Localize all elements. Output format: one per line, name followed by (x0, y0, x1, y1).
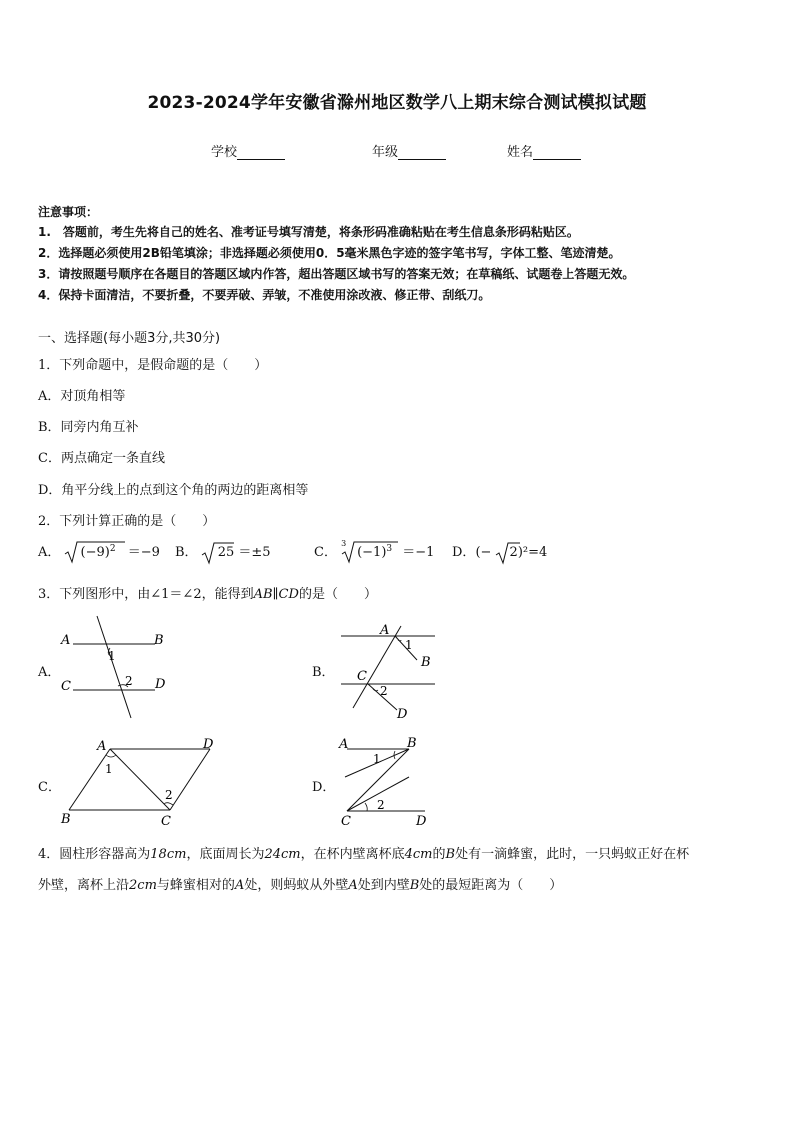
text: 处，则蚂蚁从外壁 (244, 878, 349, 893)
point-d: D (416, 814, 427, 829)
circumference-value: 24cm (264, 847, 301, 862)
section-heading: 一、选择题(每小题3分,共30分) (38, 331, 221, 346)
radicand: 2 (509, 545, 518, 560)
radical-sign-icon (200, 541, 240, 567)
question-3-option-a-label: A． (38, 665, 61, 680)
point-a: A (348, 878, 358, 893)
point-d: D (155, 677, 166, 692)
exponent: 2 (109, 543, 116, 554)
question-3-option-d-label: D． (312, 780, 336, 795)
option-label: A． (38, 545, 61, 560)
option-label: B． (175, 545, 198, 560)
point-b: B (154, 633, 164, 648)
point-c: C (61, 679, 71, 694)
parallel-expression: AB∥CD (253, 587, 299, 602)
transversal (353, 626, 401, 708)
name-field[interactable] (507, 141, 581, 160)
sqrt-expression (202, 545, 235, 560)
point-a: A (61, 633, 71, 648)
radical-sign-icon (63, 540, 153, 566)
distance-value: 2cm (129, 878, 157, 893)
text: 处的最短距离为（ ） (419, 878, 563, 893)
angle-1-label: 1 (405, 638, 413, 652)
angle-2-arc (365, 803, 367, 811)
question-4-line-2 (38, 874, 562, 893)
point-a: A (339, 737, 349, 752)
point-b: B (407, 736, 417, 751)
diagonal-ac (110, 749, 170, 810)
point-b: B (421, 655, 431, 670)
point-b: B (409, 878, 420, 893)
grade-field[interactable] (372, 141, 446, 160)
rhs: ＝−9 (127, 545, 160, 560)
grade-label: 年级 (372, 145, 399, 160)
point-d: D (203, 737, 214, 752)
rhs: ＝−1 (402, 545, 435, 560)
angle-2-arc (373, 689, 378, 691)
radicand: 25 (217, 545, 235, 560)
question-1-option-d: D．角平分线上的点到这个角的两边的距离相等 (38, 483, 309, 498)
point-b: B (445, 847, 456, 862)
text: 外壁，离杯上沿 (38, 878, 130, 893)
text: 处有一滴蜂蜜，此时，一只蚂蚁正好在杯 (455, 847, 690, 862)
height-value: 18cm (150, 847, 187, 862)
option-label: C． (314, 545, 337, 560)
note-item: 1. 答题前，考生先将自己的姓名、准考证号填写清楚，将条形码准确粘贴在考生信息条形码粘贴区。 (38, 225, 579, 239)
radical-sign-icon (340, 540, 410, 566)
root-index: 3 (341, 538, 347, 548)
side-ab (69, 749, 110, 810)
point-a: A (380, 623, 390, 638)
exponent: 3 (386, 543, 393, 554)
page-title: 2023-2024学年安徽省滁州地区数学八上期末综合测试模拟试题 (147, 93, 647, 113)
school-label: 学校 (211, 145, 238, 160)
question-2-stem: 2．下列计算正确的是（ ） (38, 514, 216, 529)
question-3-option-c-label: C． (38, 780, 61, 795)
stem-text: 3．下列图形中，由∠1＝∠2，能得到 (38, 587, 254, 602)
question-1-option-a: A．对顶角相等 (38, 389, 126, 404)
angle-1-label: 1 (373, 752, 381, 766)
figure-c (55, 735, 225, 829)
figure-b (335, 618, 445, 724)
question-1-option-c: C．两点确定一条直线 (38, 451, 165, 466)
radical-sign-icon (494, 541, 524, 567)
distance-value: 4cm (404, 847, 433, 862)
side-cd (170, 749, 210, 810)
question-3-option-b-label: B． (312, 665, 335, 680)
prefix: (− (475, 545, 492, 560)
note-item: 3．请按照题号顺序在各题目的答题区域内作答，超出答题区域书写的答案无效；在草稿纸、试题卷上答题无效。 (38, 267, 635, 281)
name-blank[interactable] (533, 145, 581, 160)
angle-1-arc (106, 755, 116, 757)
angle-1-label: 1 (105, 762, 113, 776)
point-a: A (234, 878, 245, 893)
cbrt-expression (341, 538, 393, 560)
suffix: )²=4 (517, 545, 548, 560)
angle-2-label: 2 (377, 798, 385, 812)
angle-1-label: 1 (108, 649, 116, 663)
sqrt-expression (65, 544, 116, 560)
school-blank[interactable] (237, 145, 285, 160)
question-1-stem: 1．下列命题中，是假命题的是（ ） (38, 358, 268, 373)
point-c: C (161, 814, 171, 829)
figure-d (335, 735, 445, 829)
text: ，在杯内壁离杯底 (300, 847, 405, 862)
point-a: A (97, 739, 107, 754)
point-d: D (397, 707, 408, 722)
question-4-line-1 (38, 843, 689, 862)
question-2-option-c (314, 538, 435, 560)
angle-2-label: 2 (125, 674, 133, 688)
question-2-option-b (175, 541, 271, 560)
point-c: C (341, 814, 351, 829)
angle-2-label: 2 (380, 684, 388, 698)
note-item: 4．保持卡面清洁，不要折叠，不要弄破、弄皱，不准使用涂改液、修正带、刮纸刀。 (38, 288, 491, 302)
figure-a (55, 610, 185, 720)
rhs: ＝±5 (238, 545, 271, 560)
text: 4．圆柱形容器高为 (38, 847, 151, 862)
point-b: B (61, 812, 71, 827)
grade-blank[interactable] (398, 145, 446, 160)
text: 处到内壁 (357, 878, 410, 893)
question-2-option-a (38, 541, 160, 560)
point-c: C (357, 669, 367, 684)
transversal (97, 616, 131, 718)
question-3-stem (38, 583, 377, 602)
text: 的 (432, 847, 446, 862)
option-label: D． (452, 545, 476, 560)
question-1-option-b: B．同旁内角互补 (38, 420, 139, 435)
sqrt-expression (496, 545, 518, 560)
stem-text: 的是（ ） (298, 587, 377, 602)
name-label: 姓名 (507, 145, 534, 160)
radicand: (−9) (80, 545, 110, 560)
note-item: 2．选择题必须使用2B铅笔填涂；非选择题必须使用0．5毫米黑色字迹的签字笔书写，字体工整、笔迹清楚。 (38, 246, 621, 260)
school-field[interactable] (211, 141, 285, 160)
text: ，底面周长为 (186, 847, 265, 862)
angle-1-arc (398, 640, 401, 641)
question-2-option-d (452, 541, 547, 560)
radicand: (−1) (357, 545, 387, 560)
notes-heading: 注意事项： (38, 205, 99, 219)
text: 与蜂蜜相对的 (156, 878, 235, 893)
angle-2-label: 2 (165, 788, 173, 802)
